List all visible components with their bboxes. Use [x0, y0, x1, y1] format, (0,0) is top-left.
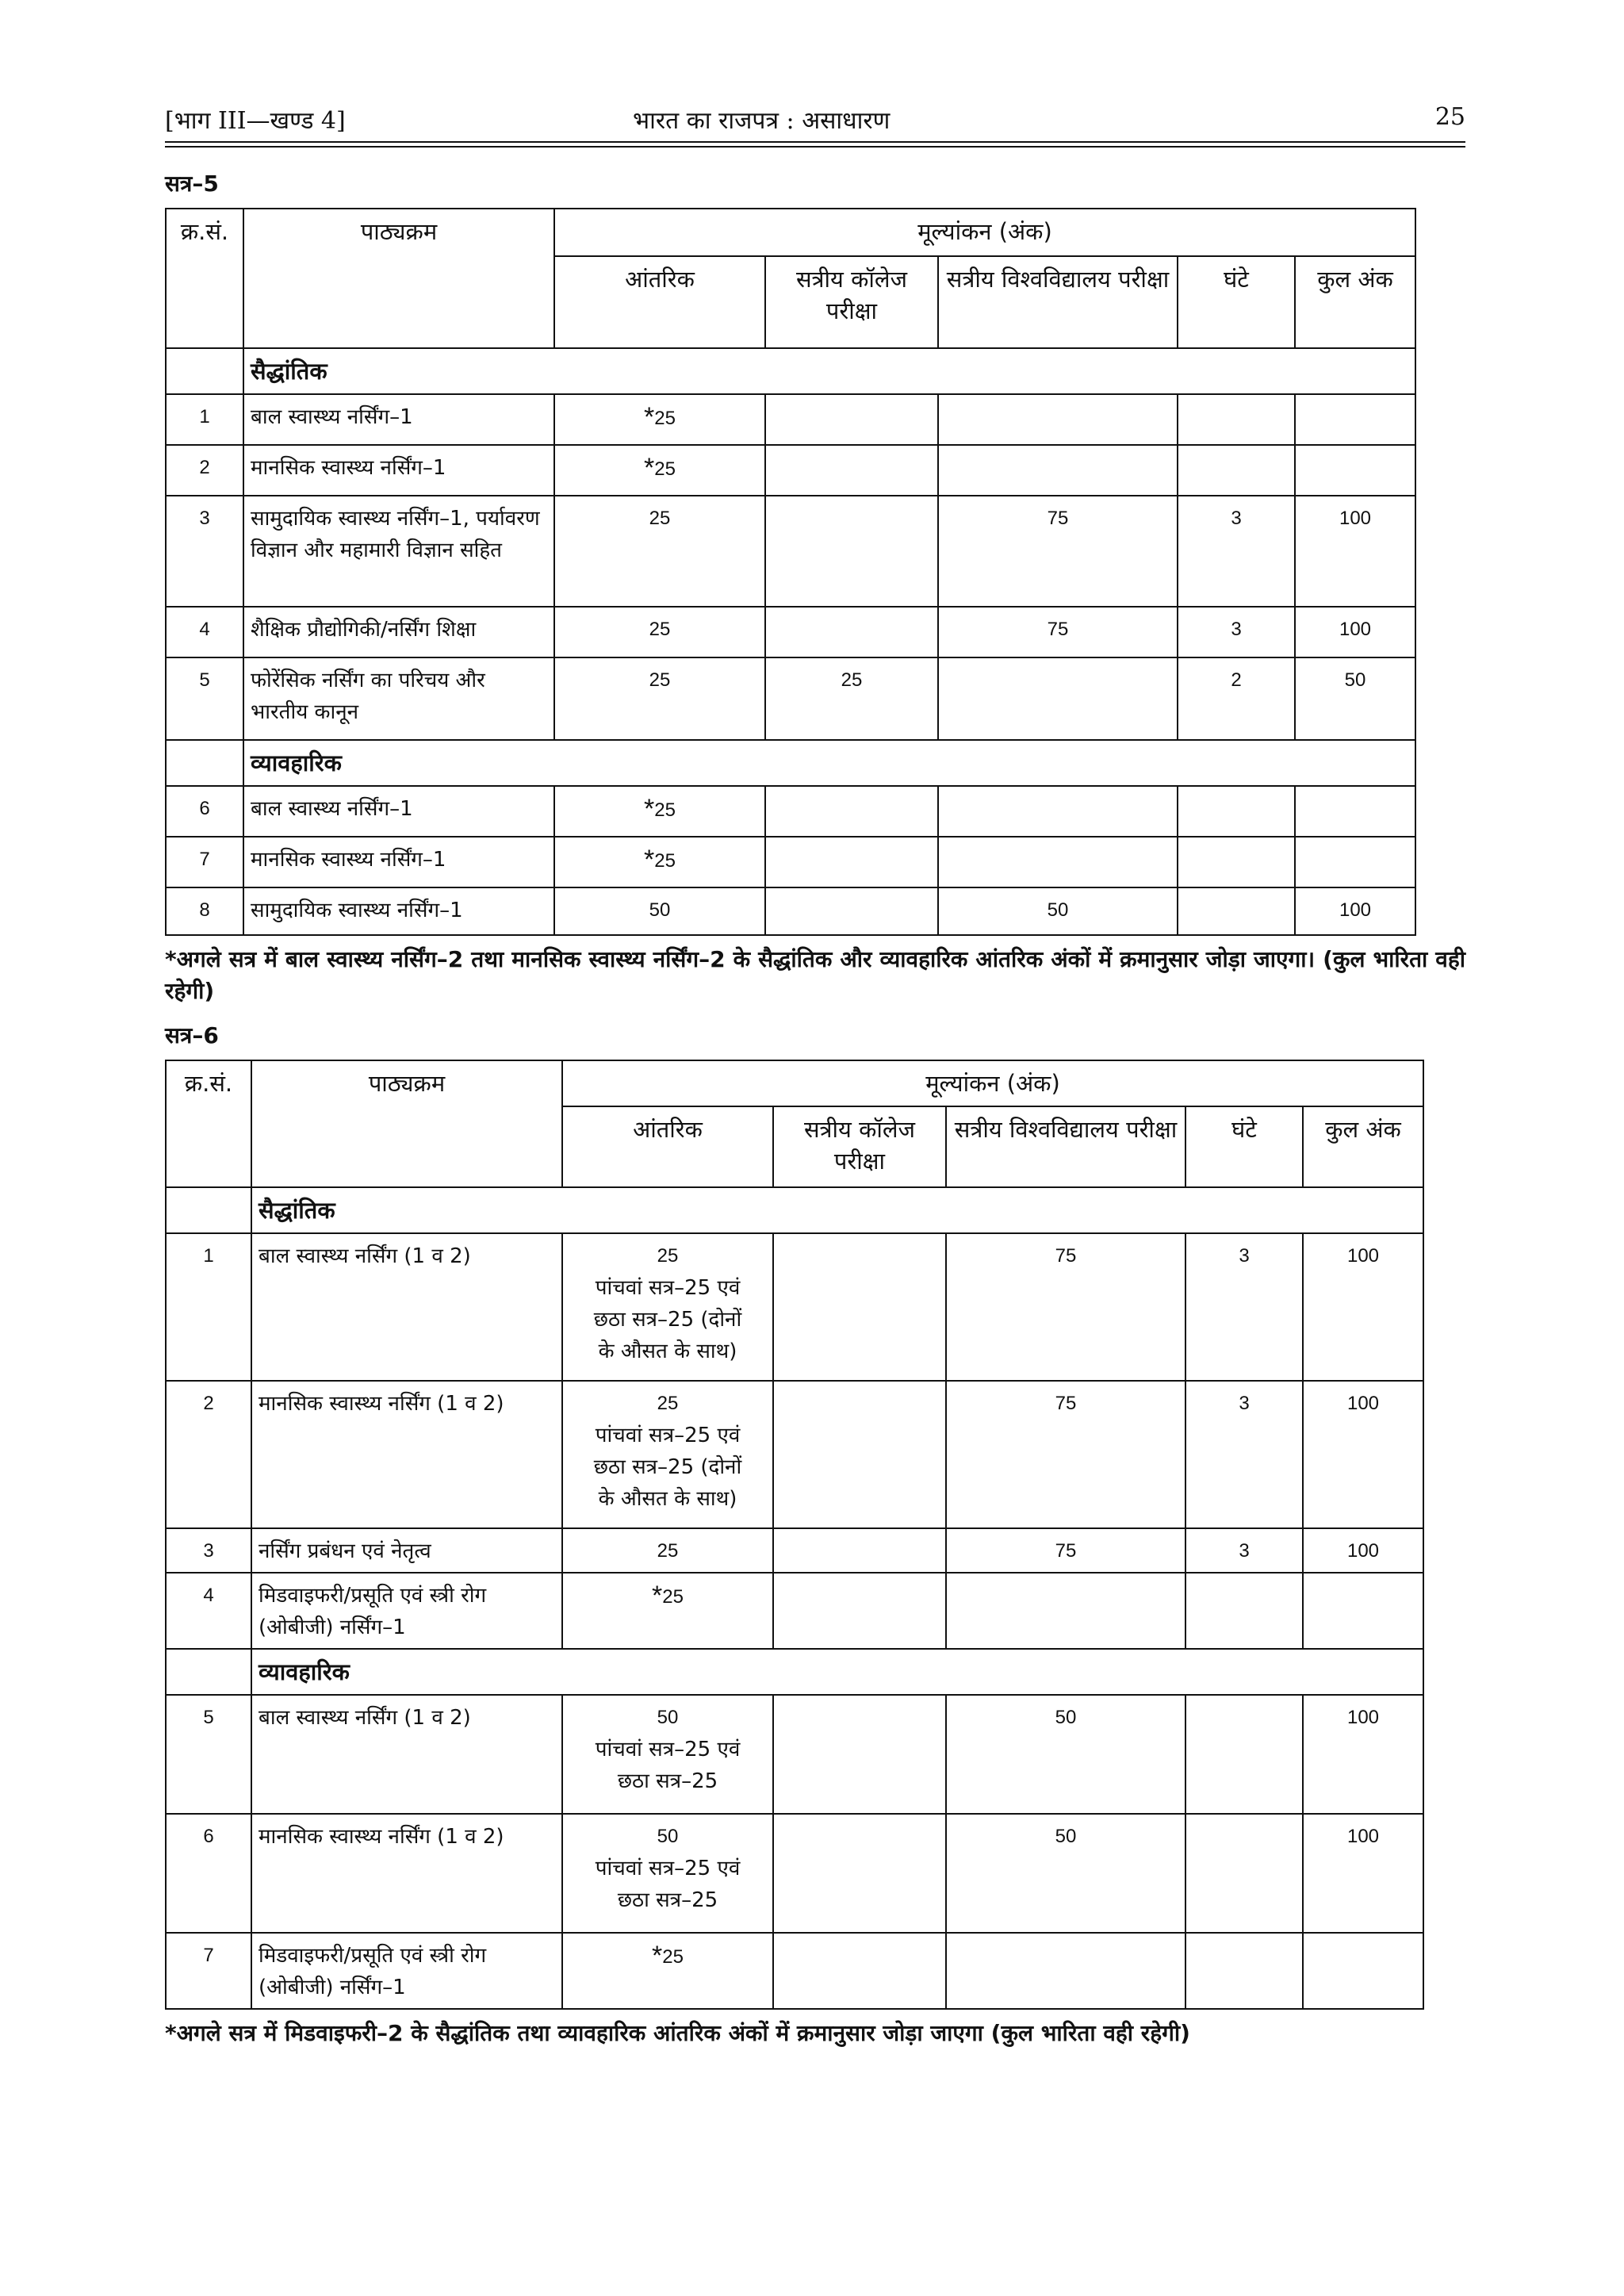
table-row [166, 1233, 1423, 1381]
row-college-exam [773, 1814, 946, 1933]
row-internal [554, 394, 765, 445]
col-header-hours: घंटे [1178, 256, 1295, 348]
table-row [166, 1573, 1423, 1649]
row-university-exam [938, 657, 1178, 740]
col-header-sno: क्र.सं. [166, 209, 243, 348]
page-header [165, 103, 1465, 135]
row-college-exam [765, 496, 938, 607]
internal-value: 25 [654, 799, 676, 821]
internal-breakup-line: पांचवां सत्र–25 एवं [595, 1424, 741, 1447]
row-university-exam [946, 1933, 1185, 2009]
row-course: बाल स्वास्थ्य नर्सिंग (1 व 2) [251, 1233, 562, 1381]
row-college-exam [773, 1933, 946, 2009]
section-label: सैद्धांतिक [251, 1187, 1423, 1233]
row-university-exam [938, 786, 1178, 837]
section-header-row [166, 1187, 1423, 1233]
row-college-exam [765, 607, 938, 657]
row-university-exam: 50 [946, 1695, 1185, 1814]
table-row [166, 394, 1415, 445]
asterisk-mark: * [644, 794, 655, 824]
row-internal [562, 1814, 773, 1933]
row-university-exam: 75 [946, 1528, 1185, 1573]
row-internal: 50 [554, 887, 765, 935]
internal-breakup-line: छठा सत्र–25 (दोनों [593, 1308, 742, 1332]
internal-value: 25 [657, 1393, 679, 1414]
section-header-sno-cell [166, 740, 243, 786]
col-header-internal: आंतरिक [554, 256, 765, 348]
table-row [166, 496, 1415, 607]
internal-value: 25 [654, 458, 676, 480]
col-header-course: पाठ्यक्रम [251, 1060, 562, 1187]
row-course: शैक्षिक प्रौद्योगिकी/नर्सिंग शिक्षा [243, 607, 554, 657]
col-header-university-exam: सत्रीय विश्वविद्यालय परीक्षा [946, 1106, 1185, 1187]
internal-breakup-line: छठा सत्र–25 [617, 1769, 718, 1793]
row-hours [1185, 1814, 1303, 1933]
asterisk-mark: * [644, 845, 655, 875]
row-college-exam [773, 1573, 946, 1649]
col-header-college-exam: सत्रीय कॉलेज परीक्षा [773, 1106, 946, 1187]
row-total: 50 [1295, 657, 1415, 740]
row-university-exam [938, 837, 1178, 887]
internal-breakup-line: के औसत के साथ) [598, 1487, 737, 1511]
row-course: नर्सिंग प्रबंधन एवं नेतृत्व [251, 1528, 562, 1573]
page-number: 25 [1434, 103, 1465, 131]
row-total: 100 [1303, 1528, 1423, 1573]
asterisk-mark: * [644, 453, 655, 483]
row-total: 100 [1303, 1695, 1423, 1814]
row-total: 100 [1303, 1381, 1423, 1528]
row-sno: 7 [166, 837, 243, 887]
row-internal [554, 837, 765, 887]
row-sno: 5 [166, 657, 243, 740]
row-internal: 25 [562, 1528, 773, 1573]
row-internal: 25 [554, 496, 765, 607]
row-sno: 4 [166, 1573, 251, 1649]
row-internal: 25 [554, 607, 765, 657]
row-college-exam [765, 786, 938, 837]
row-internal [554, 786, 765, 837]
row-university-exam: 75 [946, 1381, 1185, 1528]
row-sno: 2 [166, 1381, 251, 1528]
section-header-sno-cell [166, 348, 243, 394]
semester-5-table [165, 208, 1416, 936]
header-part-section: [भाग III—खण्ड 4] [165, 107, 346, 135]
row-hours: 3 [1178, 607, 1295, 657]
semester-6-title: सत्र–6 [165, 1022, 219, 1048]
row-hours [1178, 837, 1295, 887]
table-row [166, 607, 1415, 657]
row-course: मानसिक स्वास्थ्य नर्सिंग–1 [243, 445, 554, 496]
row-sno: 4 [166, 607, 243, 657]
row-total: 100 [1303, 1814, 1423, 1933]
row-course: मानसिक स्वास्थ्य नर्सिंग–1 [243, 837, 554, 887]
col-header-internal: आंतरिक [562, 1106, 773, 1187]
row-course: सामुदायिक स्वास्थ्य नर्सिंग–1 [243, 887, 554, 935]
row-college-exam [765, 837, 938, 887]
row-university-exam: 50 [946, 1814, 1185, 1933]
row-hours [1185, 1573, 1303, 1649]
row-internal [554, 445, 765, 496]
internal-breakup-line: छठा सत्र–25 (दोनों [593, 1455, 742, 1479]
internal-breakup-line: पांचवां सत्र–25 एवं [595, 1276, 741, 1300]
header-rule-bottom [165, 146, 1465, 148]
internal-value: 25 [662, 1946, 684, 1968]
row-college-exam [765, 445, 938, 496]
col-header-total: कुल अंक [1303, 1106, 1423, 1187]
row-total: 100 [1295, 496, 1415, 607]
internal-value: 25 [657, 1245, 679, 1267]
table-row [166, 1695, 1423, 1814]
row-total [1303, 1933, 1423, 2009]
section-header-sno-cell [166, 1649, 251, 1695]
row-internal [562, 1233, 773, 1381]
row-course: मानसिक स्वास्थ्य नर्सिंग (1 व 2) [251, 1381, 562, 1528]
row-internal [562, 1933, 773, 2009]
col-header-total: कुल अंक [1295, 256, 1415, 348]
section-header-row [166, 740, 1415, 786]
header-gazette-title: भारत का राजपत्र : असाधारण [633, 107, 891, 135]
row-course: सामुदायिक स्वास्थ्य नर्सिंग–1, पर्यावरण विज्ञान और महामारी विज्ञान सहित [243, 496, 554, 607]
row-course: मिडवाइफरी/प्रसूति एवं स्त्री रोग (ओबीजी) नर्सिंग–1 [251, 1933, 562, 2009]
section-label: व्यावहारिक [251, 1649, 1423, 1695]
row-sno: 2 [166, 445, 243, 496]
table-row [166, 445, 1415, 496]
internal-value: 25 [662, 1586, 684, 1608]
row-total [1295, 786, 1415, 837]
asterisk-mark: * [644, 402, 655, 432]
table-row [166, 887, 1415, 935]
row-sno: 1 [166, 1233, 251, 1381]
row-hours [1185, 1933, 1303, 2009]
row-course: मानसिक स्वास्थ्य नर्सिंग (1 व 2) [251, 1814, 562, 1933]
row-total [1295, 445, 1415, 496]
row-university-exam [938, 394, 1178, 445]
col-header-college-exam: सत्रीय कॉलेज परीक्षा [765, 256, 938, 348]
row-university-exam: 75 [938, 607, 1178, 657]
row-hours [1185, 1695, 1303, 1814]
row-sno: 1 [166, 394, 243, 445]
row-course: बाल स्वास्थ्य नर्सिंग (1 व 2) [251, 1695, 562, 1814]
row-course: फोरेंसिक नर्सिंग का परिचय और भारतीय कानून [243, 657, 554, 740]
asterisk-mark: * [652, 1581, 663, 1611]
row-total: 100 [1303, 1233, 1423, 1381]
row-total [1303, 1573, 1423, 1649]
table-row [166, 786, 1415, 837]
row-hours: 2 [1178, 657, 1295, 740]
row-internal: 25 [554, 657, 765, 740]
table-row [166, 1933, 1423, 2009]
row-total [1295, 394, 1415, 445]
semester-6-table [165, 1060, 1424, 2010]
section-header-row [166, 348, 1415, 394]
row-sno: 3 [166, 1528, 251, 1573]
asterisk-mark: * [652, 1941, 663, 1971]
row-internal [562, 1381, 773, 1528]
section-header-sno-cell [166, 1187, 251, 1233]
row-hours: 3 [1185, 1528, 1303, 1573]
row-university-exam: 50 [938, 887, 1178, 935]
col-header-university-exam: सत्रीय विश्वविद्यालय परीक्षा [938, 256, 1178, 348]
table-row [166, 1528, 1423, 1573]
row-college-exam [773, 1381, 946, 1528]
row-university-exam [946, 1573, 1185, 1649]
row-sno: 6 [166, 1814, 251, 1933]
row-course: बाल स्वास्थ्य नर्सिंग–1 [243, 394, 554, 445]
internal-value: 50 [657, 1826, 679, 1847]
row-hours [1178, 887, 1295, 935]
row-sno: 5 [166, 1695, 251, 1814]
internal-value: 25 [654, 408, 676, 429]
row-total: 100 [1295, 607, 1415, 657]
row-hours: 3 [1178, 496, 1295, 607]
col-header-evaluation: मूल्यांकन (अंक) [562, 1060, 1423, 1106]
internal-breakup-line: पांचवां सत्र–25 एवं [595, 1738, 741, 1761]
row-sno: 7 [166, 1933, 251, 2009]
row-college-exam [765, 394, 938, 445]
table-row [166, 837, 1415, 887]
row-college-exam [773, 1695, 946, 1814]
col-header-course: पाठ्यक्रम [243, 209, 554, 348]
section-header-row [166, 1649, 1423, 1695]
row-college-exam [765, 887, 938, 935]
row-internal [562, 1573, 773, 1649]
internal-breakup-line: पांचवां सत्र–25 एवं [595, 1857, 741, 1880]
row-university-exam: 75 [946, 1233, 1185, 1381]
internal-breakup-line: के औसत के साथ) [598, 1340, 737, 1363]
internal-breakup-line: छठा सत्र–25 [617, 1888, 718, 1912]
table-row [166, 657, 1415, 740]
semester-5-footnote: *अगले सत्र में बाल स्वास्थ्य नर्सिंग–2 तथा मानसिक स्वास्थ्य नर्सिंग–2 के सैद्धांतिक और व्यावहारिक आंतरिक अंकों में क्रमानुसार जोड़ा जाएगा। (कुल भारिता वही रहेगी) [165, 946, 1465, 1004]
row-sno: 3 [166, 496, 243, 607]
row-internal [562, 1695, 773, 1814]
col-header-sno: क्र.सं. [166, 1060, 251, 1187]
section-label: व्यावहारिक [243, 740, 1415, 786]
row-course: बाल स्वास्थ्य नर्सिंग–1 [243, 786, 554, 837]
row-hours [1178, 394, 1295, 445]
row-sno: 8 [166, 887, 243, 935]
row-college-exam [773, 1233, 946, 1381]
semester-6-footnote: *अगले सत्र में मिडवाइफरी–2 के सैद्धांतिक तथा व्यावहारिक आंतरिक अंकों में क्रमानुसार जोड़ा जाएगा (कुल भारिता वही रहेगी) [165, 2020, 1190, 2046]
row-hours: 3 [1185, 1381, 1303, 1528]
row-total: 100 [1295, 887, 1415, 935]
row-university-exam [938, 445, 1178, 496]
internal-value: 50 [657, 1707, 679, 1728]
header-rule-top [165, 141, 1465, 143]
row-hours: 3 [1185, 1233, 1303, 1381]
section-label: सैद्धांतिक [243, 348, 1415, 394]
table-row [166, 1814, 1423, 1933]
row-course: मिडवाइफरी/प्रसूति एवं स्त्री रोग (ओबीजी) नर्सिंग–1 [251, 1573, 562, 1649]
row-total [1295, 837, 1415, 887]
internal-value: 25 [654, 850, 676, 872]
semester-5-title: सत्र–5 [165, 171, 219, 197]
row-college-exam [773, 1528, 946, 1573]
col-header-evaluation: मूल्यांकन (अंक) [554, 209, 1415, 256]
row-college-exam: 25 [765, 657, 938, 740]
col-header-hours: घंटे [1185, 1106, 1303, 1187]
row-hours [1178, 445, 1295, 496]
table-row [166, 1381, 1423, 1528]
row-hours [1178, 786, 1295, 837]
row-university-exam: 75 [938, 496, 1178, 607]
row-sno: 6 [166, 786, 243, 837]
